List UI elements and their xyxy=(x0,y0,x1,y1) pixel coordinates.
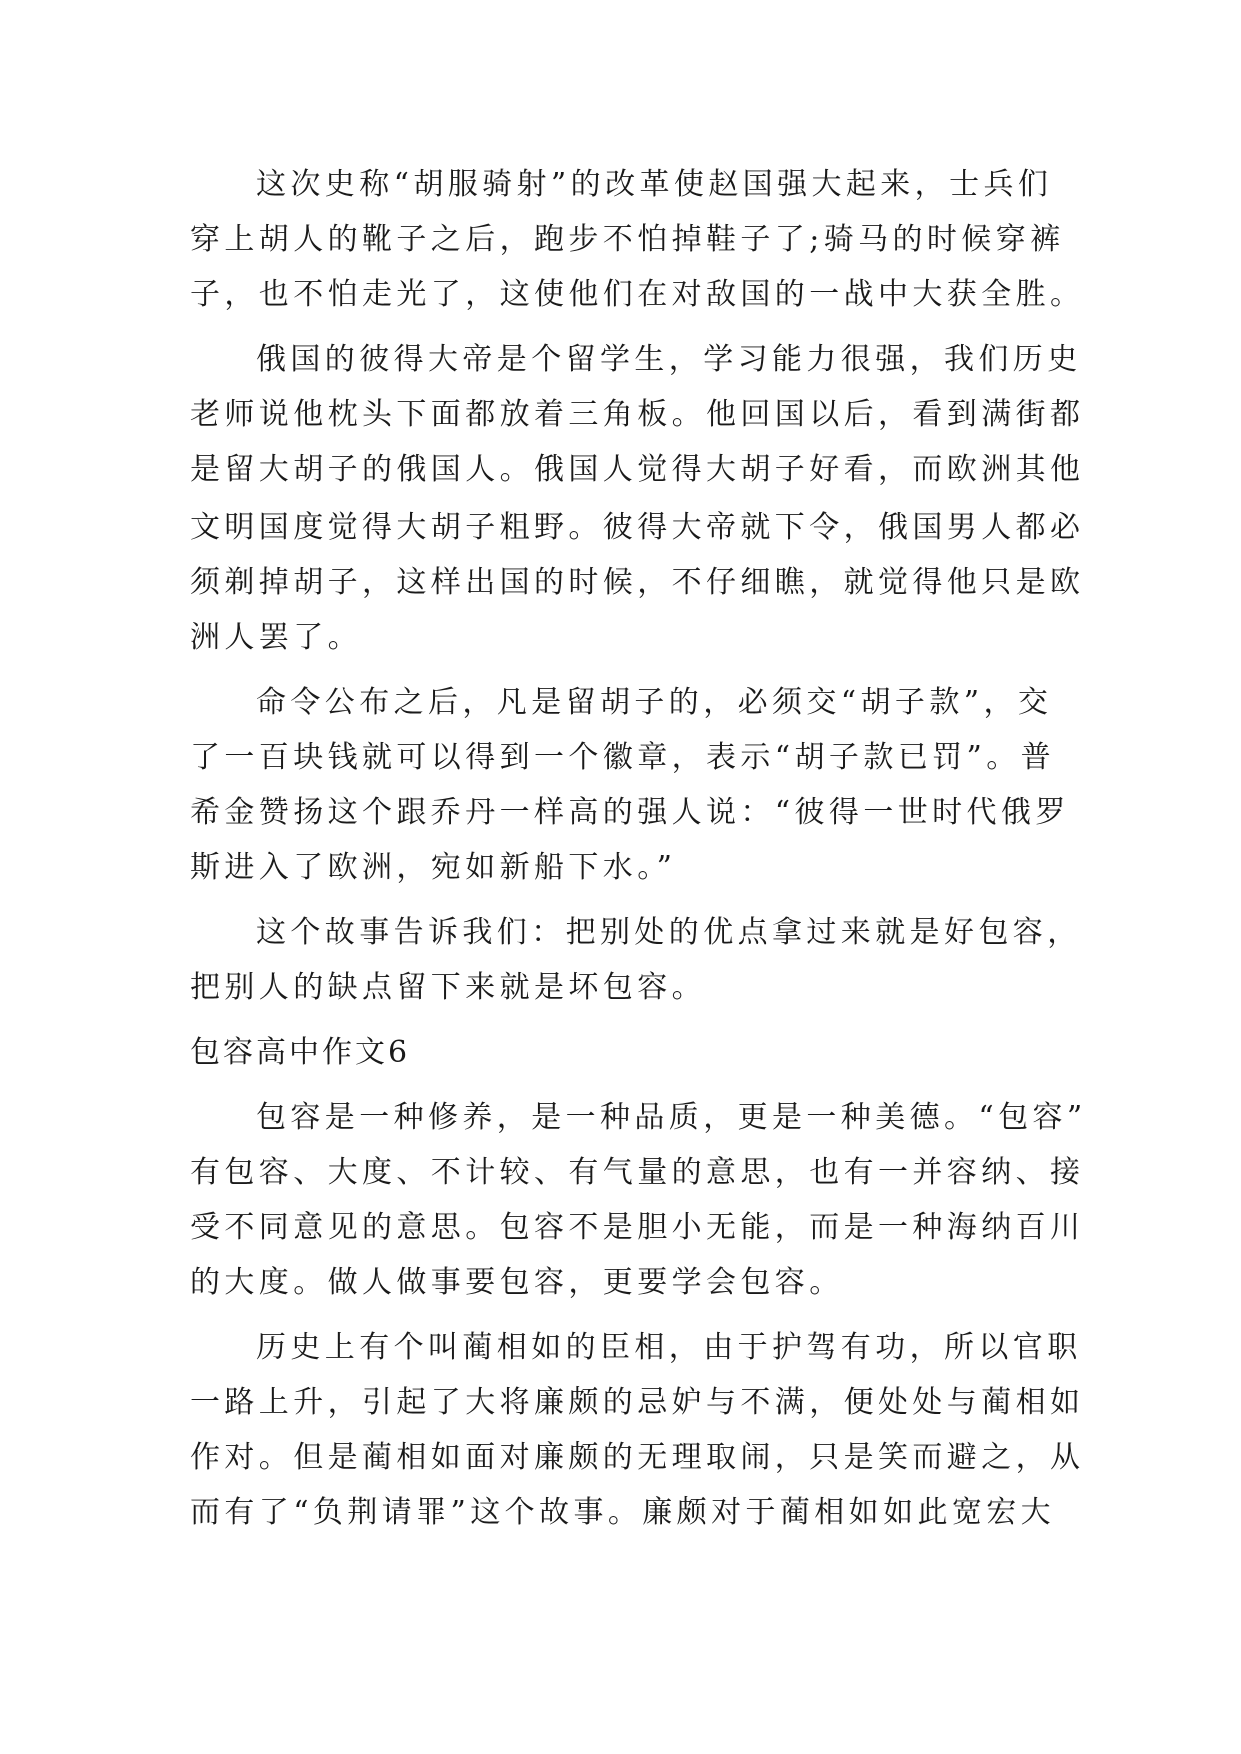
paragraph-line: 是留大胡子的俄国人。俄国人觉得大胡子好看，而欧洲其他 xyxy=(190,452,1085,487)
paragraph-line: 历史上有个叫蔺相如的臣相，由于护驾有功，所以官职 xyxy=(256,1330,1082,1365)
paragraph-line: 了一百块钱就可以得到一个徽章，表示“胡子款已罚”。普 xyxy=(190,740,1056,775)
paragraph-line: 穿上胡人的靴子之后，跑步不怕掉鞋子了;骑马的时候穿裤 xyxy=(190,222,1065,257)
paragraph-line: 一路上升，引起了大将廉颇的忌妒与不满，便处处与蔺相如 xyxy=(190,1385,1085,1420)
paragraph-line: 作对。但是蔺相如面对廉颇的无理取闹，只是笑而避之，从 xyxy=(190,1440,1085,1475)
paragraph-line: 这个故事告诉我们：把别处的优点拿过来就是好包容， xyxy=(256,915,1082,950)
paragraph-line: 希金赞扬这个跟乔丹一样高的强人说：“彼得一世时代俄罗 xyxy=(190,795,1070,830)
paragraph-line: 而有了“负荆请罪”这个故事。廉颇对于蔺相如如此宽宏大 xyxy=(190,1495,1056,1530)
paragraph-line: 受不同意见的意思。包容不是胆小无能，而是一种海纳百川 xyxy=(190,1210,1085,1245)
paragraph-line: 命令公布之后，凡是留胡子的，必须交“胡子款”，交 xyxy=(256,685,1053,720)
paragraph-line: 俄国的彼得大帝是个留学生，学习能力很强，我们历史 xyxy=(256,342,1082,377)
paragraph-line: 包容是一种修养，是一种品质，更是一种美德。“包容” xyxy=(256,1100,1087,1135)
paragraph-line: 的大度。做人做事要包容，更要学会包容。 xyxy=(190,1265,844,1300)
section-heading: 包容高中作文6 xyxy=(190,1035,411,1070)
paragraph-line: 文明国度觉得大胡子粗野。彼得大帝就下令，俄国男人都必 xyxy=(190,510,1085,545)
paragraph-line: 这次史称“胡服骑射”的改革使赵国强大起来，士兵们 xyxy=(256,167,1053,202)
paragraph-line: 有包容、大度、不计较、有气量的意思，也有一并容纳、接 xyxy=(190,1155,1085,1190)
paragraph-line: 老师说他枕头下面都放着三角板。他回国以后，看到满街都 xyxy=(190,397,1085,432)
paragraph-line: 斯进入了欧洲，宛如新船下水。” xyxy=(190,850,677,885)
paragraph-line: 把别人的缺点留下来就是坏包容。 xyxy=(190,970,706,1005)
paragraph-line: 子，也不怕走光了，这使他们在对敌国的一战中大获全胜。 xyxy=(190,277,1085,312)
paragraph-line: 须剃掉胡子，这样出国的时候，不仔细瞧，就觉得他只是欧 xyxy=(190,565,1085,600)
paragraph-line: 洲人罢了。 xyxy=(190,620,362,655)
